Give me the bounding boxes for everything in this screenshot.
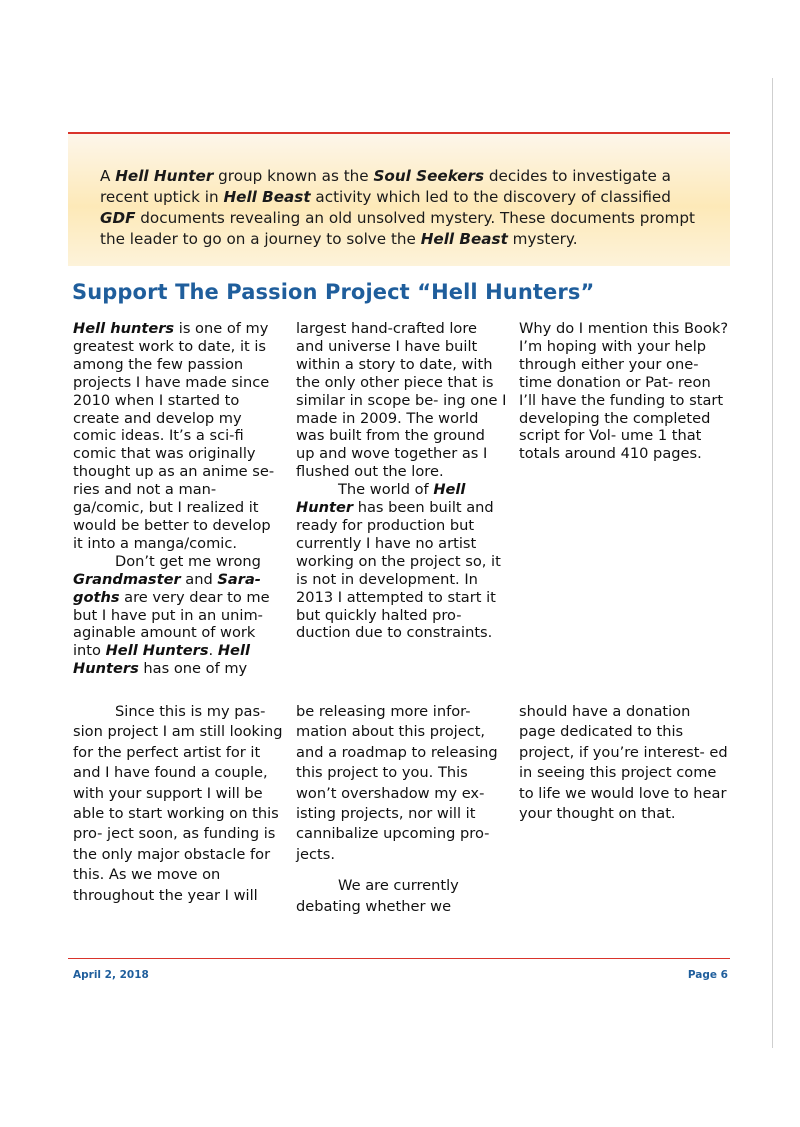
footer-date: April 2, 2018: [73, 969, 149, 981]
article-column-3: [519, 320, 731, 463]
paragraph: be releasing more infor- mation about this project, and a roadmap to releasing this project to you. This won’t overshadow my ex- isting projects, nor will it cannibalize upcoming pro- jects.: [296, 703, 498, 863]
intro-run: mystery.: [507, 230, 578, 248]
article-column-6: [519, 702, 731, 824]
section-headline: Support The Passion Project “Hell Hunters”: [72, 280, 595, 304]
paragraph: The world of Hell Hunter has been built and ready for production but currently I have no artist working on the project so, it is not in development. In 2013 I attempted to start it but quickly halted pro- duction due to constraints.: [296, 481, 501, 642]
intro-emphasis: Hell Hunter: [115, 167, 214, 185]
paragraph: Don’t get me wrong Grandmaster and Sara- goths are very dear to me but I have put in an unim- aginable amount of work into Hell Hunters. Hell Hunters has one of my: [73, 552, 270, 678]
intro-run: A: [100, 167, 116, 185]
intro-run: group known as the: [213, 167, 374, 185]
footer-page-number: Page 6: [687, 969, 728, 981]
intro-run: decides to investigate a recent uptick in: [100, 167, 671, 206]
footer-rule: [68, 958, 730, 959]
article-column-1: [73, 320, 285, 678]
paragraph: Hell hunters is one of my greatest work to date, it is among the few passion projects I have made since 2010 when I started to create and develop my comic ideas. It’s a sci-fi comic that was originally thought up as an anime se- ries and not a man- ga/comic, but I realized it would be better to develop it into a manga/comic.: [73, 320, 275, 552]
intro-emphasis: Soul Seekers: [373, 167, 485, 185]
article-column-2: [296, 320, 508, 642]
intro-emphasis: GDF: [100, 209, 136, 227]
article-column-4: [73, 702, 285, 906]
paragraph: Why do I mention this Book? I’m hoping with your help through either your one-time donation or Pat- reon I’ll have the funding to start developing the completed script for Vol- ume 1 that totals around 410 pages.: [519, 320, 729, 463]
intro-text: [100, 166, 710, 250]
article-column-5: [296, 702, 508, 917]
intro-emphasis: Hell Beast: [420, 230, 508, 248]
paragraph: should have a donation page dedicated to this project, if you’re interest- ed in seeing this project come to life we would love to hear your thought on that.: [519, 703, 728, 823]
intro-run: documents revealing an old unsolved mystery. These documents prompt the leader to go on a journey to solve the: [100, 209, 695, 248]
page-edge-line: [772, 78, 773, 1048]
paragraph: Since this is my pas- sion project I am still looking for the perfect artist for it and I have found a couple, with your support I will be able to start working on this pro- ject soon, as funding is the only major obstacle for this. As we move on throughout the year I will: [73, 703, 283, 904]
paragraph: We are currently debating whether we: [296, 877, 459, 915]
intro-emphasis: Hell Beast: [223, 188, 311, 206]
intro-run: activity which led to the discovery of classified: [310, 188, 671, 206]
paragraph: largest hand-crafted lore and universe I have built within a story to date, with the only other piece that is similar in scope be- ing one I made in 2009. The world was built from the ground up and wove together as I flushed out the lore.: [296, 320, 507, 481]
